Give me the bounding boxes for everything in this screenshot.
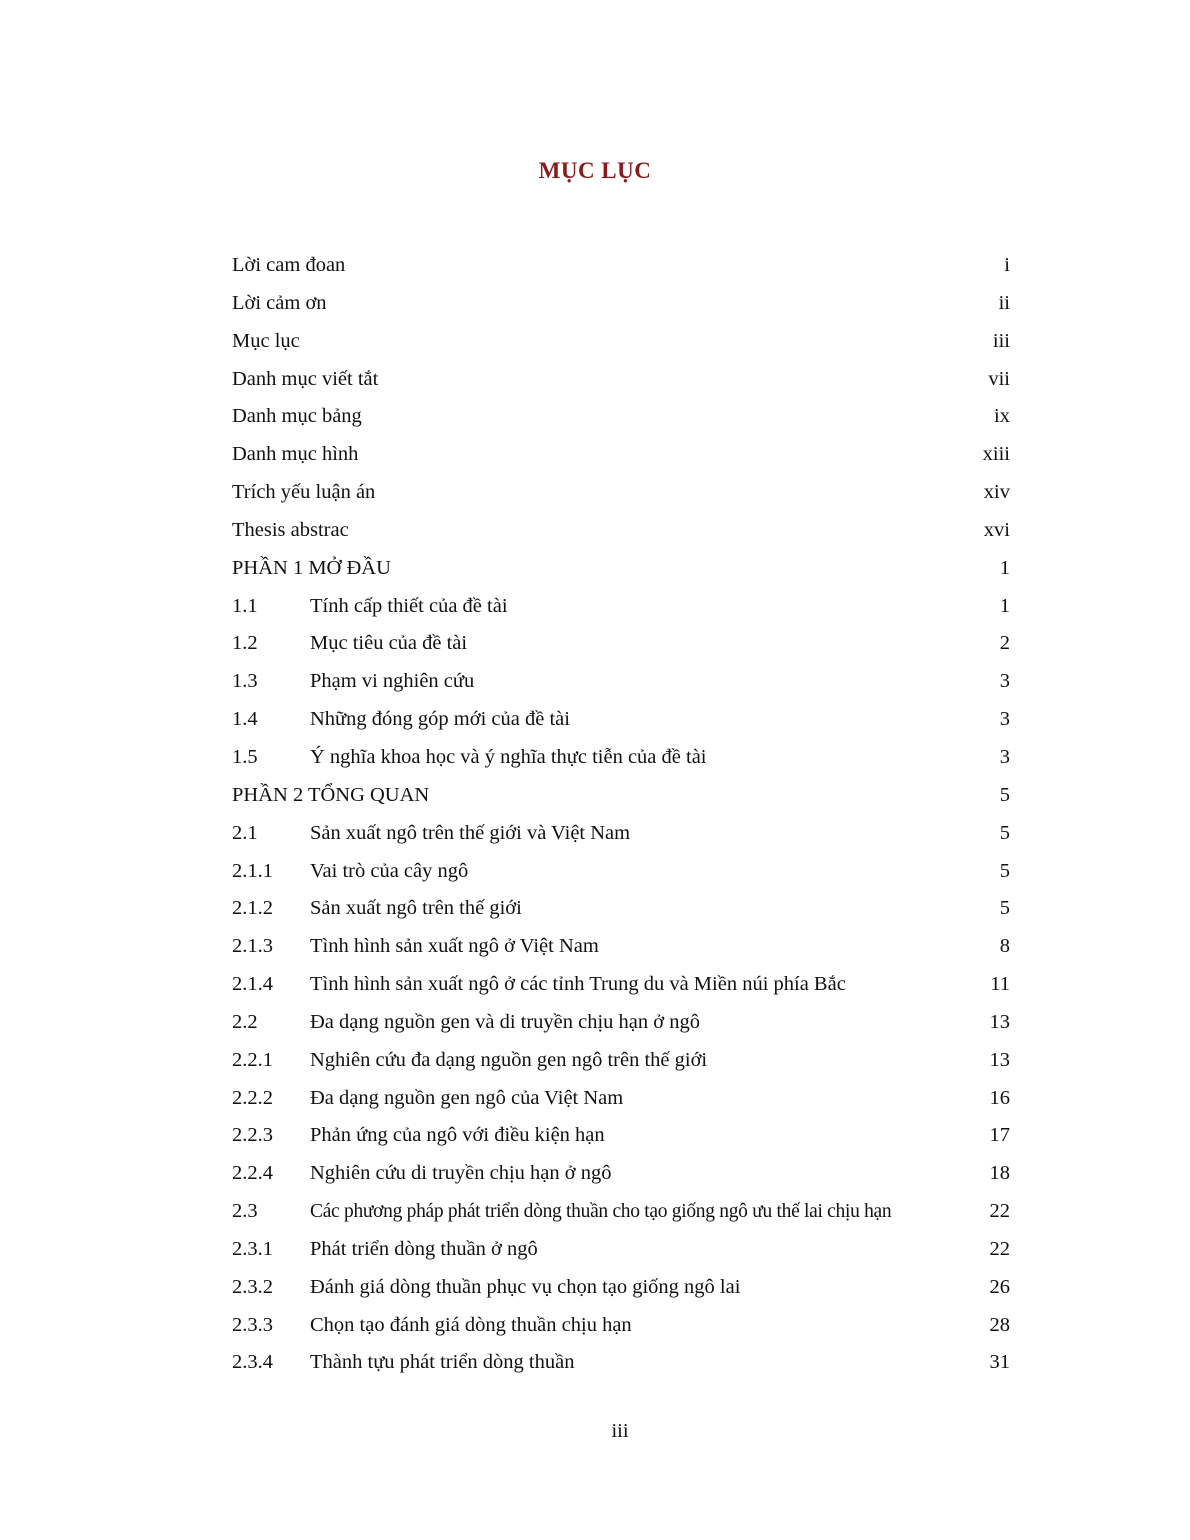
toc-entry[interactable]	[232, 323, 1010, 361]
toc-entry[interactable]	[232, 890, 1010, 928]
toc-entry-title: PHẦN 2 TỔNG QUAN	[232, 783, 430, 806]
toc-entry[interactable]	[232, 1231, 1010, 1269]
toc-entry-page: 28	[989, 1313, 1010, 1336]
toc-entry-number: 2.3.3	[232, 1313, 273, 1336]
toc-entry-page: 16	[989, 1086, 1010, 1109]
toc-entry-title: Đánh giá dòng thuần phục vụ chọn tạo giống ngô lai	[310, 1275, 741, 1298]
toc-entry[interactable]	[232, 474, 1010, 512]
toc-entry-page: 3	[999, 745, 1010, 768]
toc-entry-page: 5	[999, 859, 1010, 882]
toc-entry[interactable]	[232, 512, 1010, 550]
toc-entry-title: Lời cam đoan	[232, 254, 346, 276]
toc-entry-title: Phạm vi nghiên cứu	[310, 670, 475, 693]
toc-entry[interactable]	[232, 777, 1010, 815]
toc-entry-page: 18	[989, 1162, 1010, 1185]
toc-entry-title: Sản xuất ngô trên thế giới và Việt Nam	[310, 821, 631, 844]
toc-entry[interactable]	[232, 739, 1010, 777]
toc-entry-title: Vai trò của cây ngô	[310, 859, 469, 882]
toc-entry[interactable]	[232, 436, 1010, 474]
toc-entry-page: iii	[992, 329, 1010, 352]
toc-entry-title: Tính cấp thiết của đề tài	[310, 594, 508, 617]
toc-entry-page: i	[1004, 254, 1010, 276]
toc-entry[interactable]	[232, 1042, 1010, 1080]
toc-entry-number: 2.3	[232, 1200, 258, 1223]
page-title: MỤC LỤC	[538, 158, 652, 183]
toc-entry[interactable]	[232, 361, 1010, 399]
toc-entry-number: 2.2.4	[232, 1162, 273, 1185]
toc-entry[interactable]	[232, 928, 1010, 966]
toc-entry-page: 5	[999, 783, 1010, 806]
toc-entry-number: 1.1	[232, 594, 258, 617]
toc-entry-title: Sản xuất ngô trên thế giới	[310, 897, 522, 920]
toc-entry-title: Phát triển dòng thuần ở ngô	[310, 1237, 538, 1260]
toc-entry-page: 31	[989, 1351, 1010, 1374]
toc-entry[interactable]	[232, 663, 1010, 701]
toc-entry-title: Mục tiêu của đề tài	[310, 632, 468, 655]
toc-entry-number: 2.2.3	[232, 1124, 273, 1147]
toc-entry-page: ix	[994, 405, 1010, 428]
toc-entry-number: 2.3.4	[232, 1351, 273, 1374]
toc-entry-page: vii	[988, 367, 1010, 390]
toc-entry-title: Nghiên cứu di truyền chịu hạn ở ngô	[310, 1162, 612, 1185]
toc-entry-page: 13	[989, 1010, 1010, 1033]
toc-entry[interactable]	[232, 285, 1010, 323]
toc-entry[interactable]	[232, 1269, 1010, 1307]
toc-entry-title: Phản ứng của ngô với điều kiện hạn	[310, 1124, 605, 1147]
toc-entry[interactable]	[232, 588, 1010, 626]
toc-entry-page: 22	[989, 1200, 1010, 1223]
toc-entry-number: 2.3.2	[232, 1275, 273, 1298]
toc-entry[interactable]	[232, 625, 1010, 663]
toc-entry-number: 2.2	[232, 1010, 258, 1033]
toc-entry[interactable]	[232, 1080, 1010, 1118]
toc-entry-page: 3	[999, 708, 1010, 731]
toc-entry-number: 2.1.4	[232, 973, 273, 996]
toc-entry-page: xiv	[983, 481, 1010, 504]
toc-entry-page: 8	[999, 935, 1010, 958]
toc-entry-page: 1	[999, 556, 1010, 579]
toc-entry-title: Chọn tạo đánh giá dòng thuần chịu hạn	[310, 1313, 632, 1336]
toc-entry[interactable]	[232, 247, 1010, 285]
toc-entry-page: 22	[989, 1237, 1010, 1260]
toc-entry-title: Tình hình sản xuất ngô ở các tỉnh Trung du và Miền núi phía Bắc	[310, 973, 846, 996]
toc-entry-number: 2.3.1	[232, 1237, 273, 1260]
toc-entry-page: 11	[990, 973, 1010, 996]
toc-entry-number: 2.1.2	[232, 897, 273, 920]
toc-entry-number: 2.1.1	[232, 859, 273, 882]
toc-entry[interactable]	[232, 1155, 1010, 1193]
toc-entry-number: 1.2	[232, 632, 258, 655]
toc-entry-page: 5	[999, 821, 1010, 844]
toc-entry-number: 1.4	[232, 708, 258, 731]
toc-entry-title: Lời cảm ơn	[232, 291, 327, 314]
toc-entry-title: Các phương pháp phát triển dòng thuần cho tạo giống ngô ưu thế lai chịu hạn	[310, 1201, 892, 1223]
toc-entry[interactable]	[232, 1004, 1010, 1042]
toc-entry-number: 1.3	[232, 670, 258, 693]
toc-entry[interactable]	[232, 1307, 1010, 1345]
toc-entry-title: Những đóng góp mới của đề tài	[310, 708, 570, 731]
toc-entry-page: 1	[999, 594, 1010, 617]
toc-entry[interactable]	[232, 550, 1010, 588]
page-number: iii	[611, 1420, 629, 1442]
toc-entry-number: 2.2.2	[232, 1086, 273, 1109]
toc-entry-title: Trích yếu luận án	[232, 481, 376, 504]
toc-entry[interactable]	[232, 1117, 1010, 1155]
toc-entry[interactable]	[232, 853, 1010, 891]
toc-entry[interactable]	[232, 966, 1010, 1004]
toc-entry-title: Thành tựu phát triển dòng thuần	[310, 1351, 575, 1374]
toc-entry-page: xvi	[983, 518, 1010, 541]
toc-entry-number: 2.1	[232, 821, 258, 844]
toc-entry-page: xiii	[982, 443, 1010, 466]
toc-entry-page: 2	[999, 632, 1010, 655]
toc-entry[interactable]	[232, 398, 1010, 436]
toc-entry-title: Tình hình sản xuất ngô ở Việt Nam	[310, 935, 599, 958]
table-of-contents	[232, 247, 1010, 1382]
toc-entry-title: Ý nghĩa khoa học và ý nghĩa thực tiễn của đề tài	[310, 745, 707, 768]
toc-entry[interactable]	[232, 701, 1010, 739]
toc-entry-title: Đa dạng nguồn gen và di truyền chịu hạn ở ngô	[310, 1010, 701, 1033]
toc-entry-page: 5	[999, 897, 1010, 920]
toc-entry-page: 26	[989, 1275, 1010, 1298]
toc-entry[interactable]	[232, 1344, 1010, 1382]
toc-entry-number: 2.2.1	[232, 1048, 273, 1071]
toc-entry-number: 2.1.3	[232, 935, 273, 958]
toc-entry-page: 17	[989, 1124, 1010, 1147]
toc-entry[interactable]	[232, 815, 1010, 853]
toc-entry-title: Danh mục viết tắt	[232, 367, 379, 390]
toc-entry-page: ii	[998, 291, 1010, 314]
toc-entry-page: 13	[989, 1048, 1010, 1071]
toc-entry-title: PHẦN 1 MỞ ĐẦU	[232, 556, 391, 579]
toc-entry-number: 1.5	[232, 745, 258, 768]
toc-entry-page: 3	[999, 670, 1010, 693]
toc-entry-title: Nghiên cứu đa dạng nguồn gen ngô trên thế giới	[310, 1048, 708, 1071]
toc-entry-title: Thesis abstrac	[232, 518, 349, 541]
toc-entry[interactable]	[232, 1193, 1010, 1231]
toc-entry-title: Mục lục	[232, 329, 300, 352]
toc-entry-title: Đa dạng nguồn gen ngô của Việt Nam	[310, 1086, 624, 1109]
toc-entry-title: Danh mục bảng	[232, 405, 362, 428]
toc-entry-title: Danh mục hình	[232, 443, 359, 466]
